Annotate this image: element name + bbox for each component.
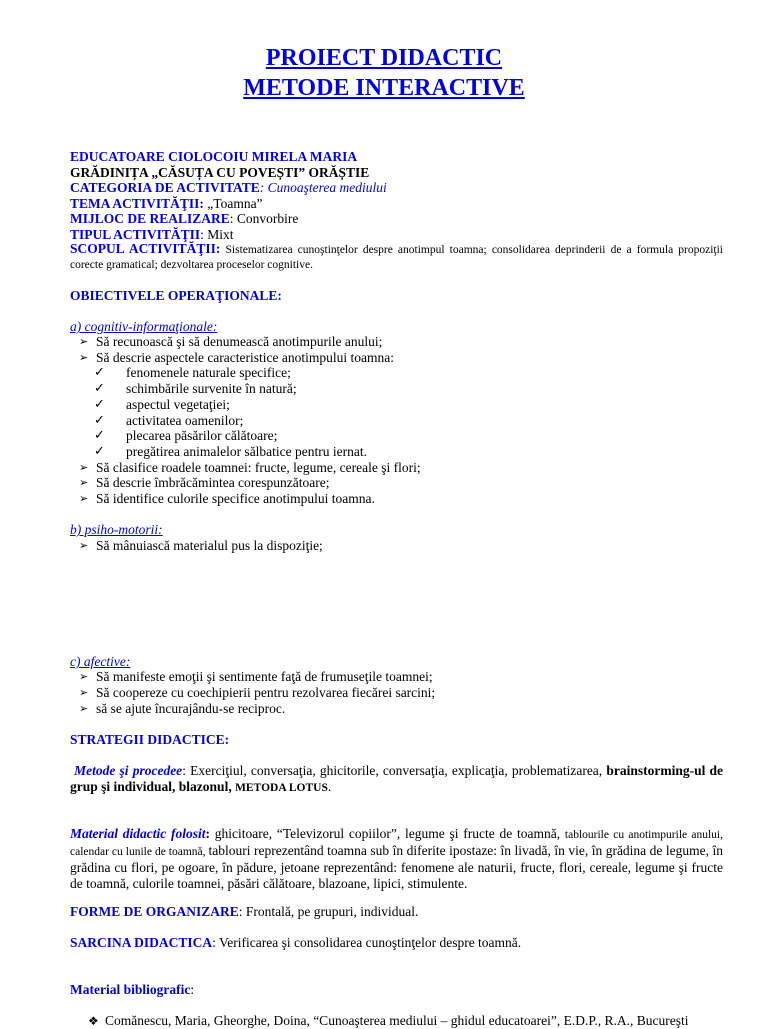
- check-item: fenomenele naturale specifice;: [126, 365, 291, 380]
- check-item: schimbările survenite în natură;: [126, 381, 297, 396]
- check-item: aspectul vegetaţiei;: [126, 397, 230, 412]
- check-bullet-icon: ✓: [94, 428, 105, 443]
- material-text-2: tablouri reprezentând toamna sub în diferite ipostaze: în livadă, în vie, în grădina de legume, în grădina cu flori, pe ogoare, în pădure, jetoane reprezentând: fenomene ale naturii, fructe, flori, cereale, legume şi fructe de toamnă, culorile toamnei, păsări călătoare, blazoane, lipici, stimulente.: [70, 843, 723, 891]
- arrow-bullet-icon: ➢: [79, 352, 89, 364]
- bibliografie-label: Material bibliografic: [70, 982, 191, 997]
- metode-value: : Exerciţiul, conversaţia, ghicitorile, conversaţia, explicaţia, problematizarea,: [182, 763, 607, 778]
- objectives-heading: OBIECTIVELE OPERAŢIONALE:: [70, 288, 282, 303]
- cognitive-label: a) cognitiv-informaţionale:: [70, 319, 218, 334]
- arrow-bullet-icon: ➢: [79, 687, 89, 699]
- forme-value: : Frontală, pe grupuri, individual.: [238, 904, 419, 919]
- sarcina-value: : Verificarea şi consolidarea cunoştinţelor despre toamnă.: [212, 935, 522, 950]
- scopul-label: SCOPUL ACTIVITĂŢII:: [70, 241, 221, 256]
- metode-bold: brainstorming-ul de grup şi individual, blazonul,: [70, 763, 723, 794]
- categoria-value: : Cunoaşterea mediului: [259, 180, 387, 195]
- bibliografie-line: [70, 982, 723, 998]
- check-item: pregătirea animalelor sălbatice pentru iernat.: [126, 444, 368, 459]
- list-item: Să coopereze cu coechipierii pentru rezolvarea fiecărei sarcini;: [96, 685, 436, 700]
- material-text-small: tablourile cu anotimpurile anului, calendar cu lunile de toamnă,: [70, 829, 723, 858]
- check-bullet-icon: ✓: [94, 413, 105, 428]
- list-item: Să recunoască şi să denumească anotimpurile anului;: [96, 334, 383, 349]
- mijloc-label: MIJLOC DE REALIZARE: [70, 211, 230, 226]
- arrow-bullet-icon: ➢: [79, 671, 89, 683]
- list-item: Să manifeste emoţii şi sentimente faţă de frumuseţile toamnei;: [96, 669, 433, 684]
- title-line-1: PROIECT DIDACTIC: [265, 45, 503, 71]
- forme-label: FORME DE ORGANIZARE: [70, 904, 239, 919]
- scopul-paragraph: [70, 242, 723, 272]
- arrow-bullet-icon: ➢: [79, 493, 89, 505]
- gradinita-line: GRĂDINIȚA „CĂSUȚA CU POVEȘTI” ORĂȘTIE: [70, 165, 370, 180]
- sarcina-label: SARCINA DIDACTICA: [70, 935, 213, 950]
- check-bullet-icon: ✓: [94, 381, 105, 396]
- check-bullet-icon: ✓: [94, 444, 105, 459]
- bibliography-item: Comănescu, Maria, Gheorghe, Doina, “Cunoaşterea mediului – ghidul educatoarei”, E.D.P., R.A., Bucureşti: [105, 1013, 689, 1028]
- bibliografie-colon: :: [190, 982, 195, 997]
- arrow-bullet-icon: ➢: [79, 462, 89, 474]
- arrow-bullet-icon: ➢: [79, 703, 89, 715]
- arrow-bullet-icon: ➢: [79, 540, 89, 552]
- check-bullet-icon: ✓: [94, 365, 105, 380]
- material-text-1: ghicitoare, “Televizorul copiilor”, legume şi fructe de toamnă,: [214, 826, 565, 841]
- diamond-bullet-icon: ❖: [88, 1014, 99, 1028]
- check-item: plecarea păsărilor călătoare;: [126, 428, 278, 443]
- list-item: Să mânuiască materialul pus la dispoziţie;: [96, 538, 323, 553]
- metode-lotus: METODA LOTUS: [235, 782, 328, 794]
- tema-value: „Toamna”: [203, 196, 263, 211]
- title-line-2: METODE INTERACTIVE: [243, 75, 525, 101]
- tema-line: [70, 196, 723, 212]
- mijloc-value: : Convorbire: [229, 211, 299, 226]
- tema-label: TEMA ACTIVITĂŢII:: [70, 196, 204, 211]
- metode-paragraph: [70, 763, 723, 796]
- mijloc-line: [70, 211, 723, 227]
- psiho-label: b) psiho-motorii:: [70, 522, 163, 537]
- material-paragraph: [70, 826, 723, 892]
- metode-label: Metode şi procedee: [74, 763, 183, 778]
- check-bullet-icon: ✓: [94, 397, 105, 412]
- strategii-heading: STRATEGII DIDACTICE:: [70, 732, 230, 747]
- list-item: Să identifice culorile specifice anotimpului toamna.: [96, 491, 375, 506]
- material-colon: :: [205, 826, 215, 841]
- scopul-value: Sistematizarea cunoştinţelor despre anotimpul toamna; consolidarea deprinderii de a formula propoziţii corecte gramatical; dezvoltarea proceselor cognitive.: [70, 244, 723, 271]
- list-item: Să descrie aspectele caracteristice anotimpului toamna:: [96, 350, 394, 365]
- list-item: Să descrie îmbrăcămintea corespunzătoare;: [96, 475, 330, 490]
- check-item: activitatea oamenilor;: [126, 413, 244, 428]
- forme-line: [70, 904, 723, 920]
- categoria-line: [70, 180, 723, 196]
- metode-end: .: [327, 779, 332, 794]
- afective-label: c) afective:: [70, 654, 131, 669]
- sarcina-line: [70, 935, 723, 951]
- educatoare-line: EDUCATOARE CIOLOCOIU MIRELA MARIA: [70, 149, 358, 164]
- tipul-value: : Mixt: [200, 227, 234, 242]
- material-label: Material didactic folosit: [70, 826, 206, 841]
- tipul-label: TIPUL ACTIVITĂŢII: [70, 227, 201, 242]
- arrow-bullet-icon: ➢: [79, 336, 89, 348]
- list-item: Să clasifice roadele toamnei: fructe, legume, cereale şi flori;: [96, 460, 421, 475]
- list-item: să se ajute încurajându-se reciproc.: [96, 701, 286, 716]
- arrow-bullet-icon: ➢: [79, 477, 89, 489]
- categoria-label: CATEGORIA DE ACTIVITATE: [70, 180, 260, 195]
